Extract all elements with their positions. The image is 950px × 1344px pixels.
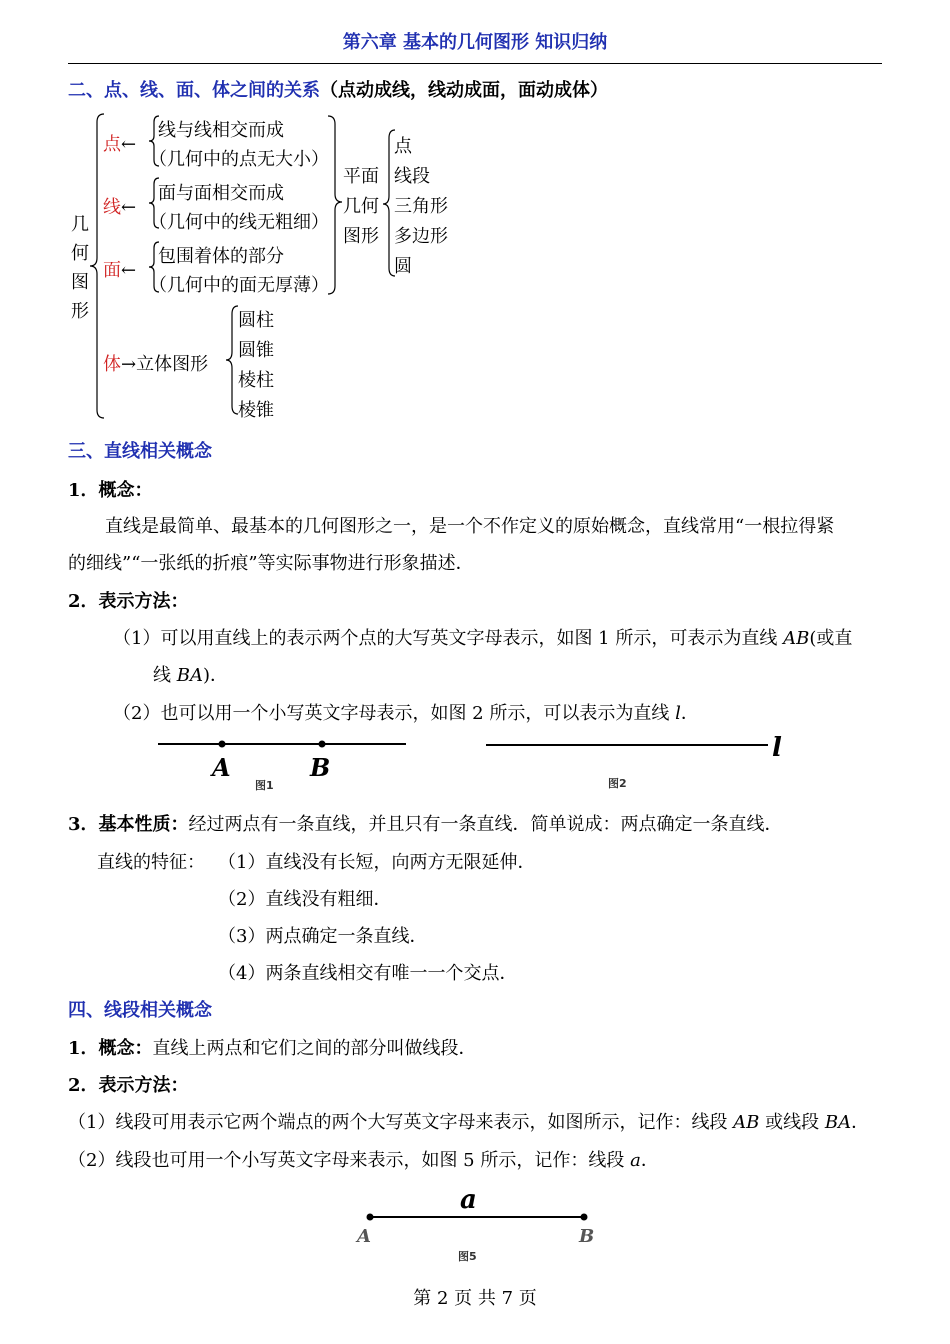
solid-items-brace bbox=[226, 306, 238, 414]
section-3-concept-line1: 直线是最简单、最基本的几何图形之一，是一个不作定义的原始概念，直线常用“一根拉得紧 bbox=[105, 516, 835, 537]
feature-item: （1）直线没有长短，向两方无限延伸． bbox=[218, 852, 536, 873]
fig2-label-l: l bbox=[772, 733, 782, 763]
section-4-concept bbox=[68, 1034, 477, 1060]
tree-solid-label: 体 bbox=[103, 354, 121, 375]
section-3-concept-line2: 的细线”“一张纸的折痕”等实际事物进行形象描述． bbox=[68, 553, 474, 574]
tree-line-line1: 面与面相交而成 bbox=[158, 183, 284, 204]
plane-group-line3: 图形 bbox=[343, 226, 379, 247]
text-run: ． bbox=[680, 703, 699, 724]
plane-close-brace bbox=[328, 116, 342, 294]
main-brace bbox=[90, 114, 104, 418]
text-run: ． bbox=[640, 1150, 659, 1171]
tree-surface-line2: （几何中的面无厚薄） bbox=[149, 275, 329, 296]
text-run: BA bbox=[824, 1112, 852, 1133]
concept-label: 1．概念： bbox=[68, 1038, 153, 1059]
property-text: 经过两点有一条直线，并且只有一条直线．简单说成：两点确定一条直线． bbox=[188, 814, 783, 835]
feature-item: （3）两点确定一条直线． bbox=[218, 926, 428, 947]
plane-item: 点 bbox=[394, 136, 412, 157]
section-3-repr-label: 2．表示方法： bbox=[68, 591, 189, 612]
section-2-note: （点动成线，线动成面，面动成体） bbox=[320, 80, 608, 101]
feature-item: （2）直线没有粗细． bbox=[218, 889, 392, 910]
section-4-repr1 bbox=[68, 1108, 869, 1134]
right-arrow-icon: → bbox=[121, 354, 137, 375]
tree-point-line1: 线与线相交而成 bbox=[158, 120, 284, 141]
text-run: l bbox=[675, 703, 681, 724]
tree-solid-text: 立体图形 bbox=[136, 354, 209, 375]
section-3-repr1-line1 bbox=[113, 624, 852, 650]
figure-2-line-l bbox=[480, 728, 790, 768]
fig5-endpoint-a bbox=[367, 1214, 374, 1221]
page-footer-number: 第 2 页 共 7 页 bbox=[413, 1288, 537, 1309]
tree-root-char-4: 形 bbox=[71, 301, 89, 322]
text-run: （2）也可以用一个小写英文字母表示，如图 2 所示，可以表示为直线 bbox=[113, 703, 676, 724]
text-run: ． bbox=[851, 1112, 870, 1133]
left-arrow-icon: ← bbox=[121, 260, 137, 281]
section-4-repr-label: 2．表示方法： bbox=[68, 1075, 189, 1096]
section-2-title: 二、点、线、面、体之间的关系 bbox=[68, 80, 320, 101]
text-run: （2）线段也可用一个小写英文字母来表示，如图 5 所示，记作：线段 bbox=[68, 1150, 631, 1171]
text-run: )． bbox=[202, 665, 228, 686]
fig1-point-a bbox=[219, 741, 226, 748]
tree-root-char-1: 几 bbox=[71, 214, 89, 235]
text-run: 或线段 bbox=[759, 1112, 825, 1133]
text-run: BA bbox=[176, 665, 203, 686]
text-run: 线 bbox=[153, 665, 177, 686]
concept-text: 直线上两点和它们之间的部分叫做线段． bbox=[152, 1038, 477, 1059]
fig5-label-a: a bbox=[460, 1185, 477, 1215]
fig5-label-B: B bbox=[579, 1226, 595, 1247]
fig5-label-A: A bbox=[357, 1226, 371, 1247]
tree-line-node bbox=[103, 193, 136, 219]
section-4-repr2 bbox=[68, 1146, 659, 1172]
figure-1-caption: 图1 bbox=[255, 779, 274, 792]
solid-item: 圆锥 bbox=[238, 340, 274, 361]
section-3-property bbox=[68, 810, 783, 836]
left-arrow-icon: ← bbox=[121, 197, 137, 218]
text-run: a bbox=[630, 1150, 641, 1171]
fig1-label-a: A bbox=[212, 753, 231, 782]
tree-line-line2: （几何中的线无粗细） bbox=[149, 212, 329, 233]
left-arrow-icon: ← bbox=[121, 134, 137, 155]
solid-item: 棱锥 bbox=[238, 400, 274, 421]
section-3-concept-label: 1．概念： bbox=[68, 480, 153, 501]
fig5-endpoint-b bbox=[581, 1214, 588, 1221]
section-3-feature-label: 直线的特征： bbox=[97, 852, 205, 873]
text-run: （1）可以用直线上的表示两个点的大写英文字母表示，如图 1 所示，可表示为直线 bbox=[113, 628, 784, 649]
section-2-heading bbox=[68, 76, 608, 102]
text-run: （1）线段可用表示它两个端点的两个大写英文字母来表示，如图所示，记作：线段 bbox=[68, 1112, 734, 1133]
tree-surface-line1: 包围着体的部分 bbox=[158, 246, 284, 267]
tree-root-char-3: 图 bbox=[71, 272, 89, 293]
tree-point-line2: （几何中的点无大小） bbox=[149, 149, 329, 170]
page-header-title: 第六章 基本的几何图形 知识归纳 bbox=[342, 32, 608, 53]
text-run: AB bbox=[733, 1112, 760, 1133]
tree-point-node bbox=[103, 130, 136, 156]
plane-group-line2: 几何 bbox=[343, 196, 379, 217]
text-run: AB bbox=[783, 628, 810, 649]
header-divider bbox=[68, 63, 882, 64]
plane-item: 线段 bbox=[394, 166, 430, 187]
figure-1-line-ab bbox=[150, 730, 420, 795]
figure-5-segment-ab bbox=[350, 1182, 610, 1252]
plane-item: 多边形 bbox=[394, 226, 448, 247]
section-4-heading: 四、线段相关概念 bbox=[68, 1000, 212, 1021]
tree-root-char-2: 何 bbox=[71, 243, 89, 264]
solid-item: 棱柱 bbox=[238, 370, 274, 391]
tree-solid-node bbox=[103, 350, 208, 376]
plane-item: 三角形 bbox=[394, 196, 448, 217]
section-3-heading: 三、直线相关概念 bbox=[68, 441, 212, 462]
figure-5-caption: 图5 bbox=[458, 1250, 477, 1263]
tree-line-label: 线 bbox=[103, 197, 121, 218]
solid-item: 圆柱 bbox=[238, 310, 274, 331]
property-label: 3．基本性质： bbox=[68, 814, 189, 835]
section-3-repr1-line2 bbox=[153, 661, 228, 687]
plane-group-line1: 平面 bbox=[343, 166, 379, 187]
text-run: (或直 bbox=[809, 628, 853, 649]
fig1-point-b bbox=[319, 741, 326, 748]
tree-surface-label: 面 bbox=[103, 260, 121, 281]
tree-surface-node bbox=[103, 256, 136, 282]
plane-item: 圆 bbox=[394, 256, 412, 277]
section-3-repr2 bbox=[113, 699, 699, 725]
feature-item: （4）两条直线相交有唯一一个交点． bbox=[218, 963, 518, 984]
fig1-label-b: B bbox=[310, 753, 331, 782]
tree-point-label: 点 bbox=[103, 134, 121, 155]
figure-2-caption: 图2 bbox=[608, 777, 627, 790]
